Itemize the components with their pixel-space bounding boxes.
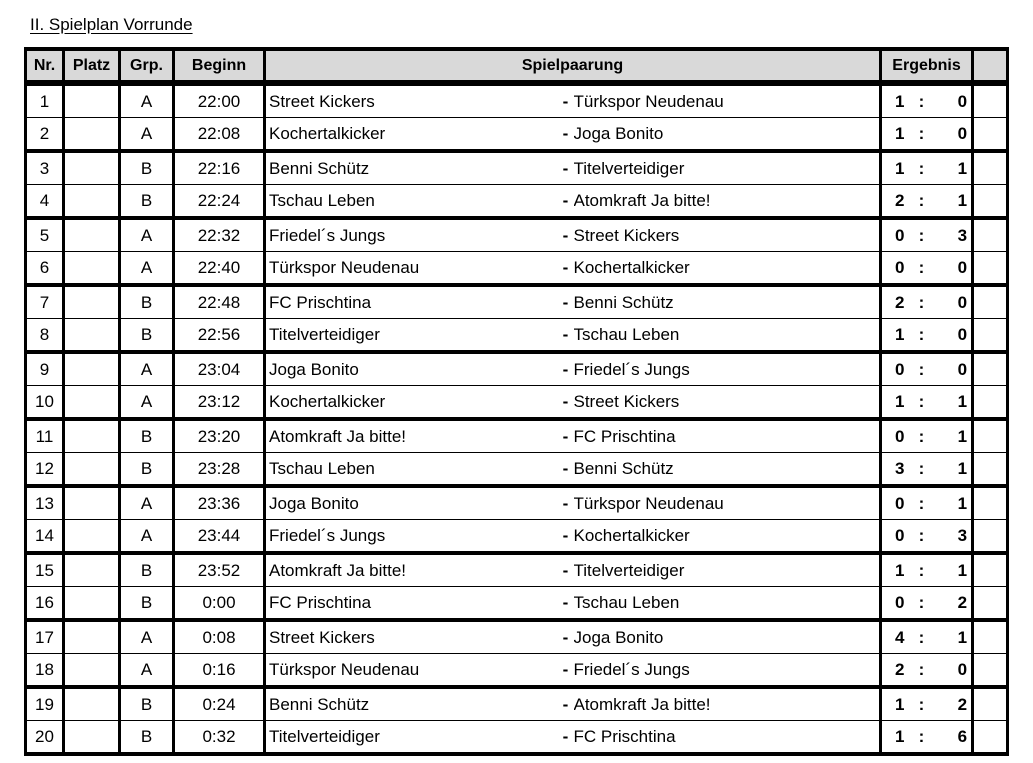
- away-team: Joga Bonito: [574, 118, 881, 152]
- score-colon: :: [907, 185, 937, 219]
- home-score: 2: [881, 185, 907, 219]
- away-score: 1: [937, 386, 973, 420]
- away-score: 6: [937, 721, 973, 755]
- match-group: A: [120, 118, 174, 152]
- home-score: 1: [881, 721, 907, 755]
- match-platz: [64, 252, 120, 286]
- match-nr: 16: [26, 587, 64, 621]
- match-separator: -: [558, 218, 574, 252]
- match-separator: -: [558, 654, 574, 688]
- away-team: Titelverteidiger: [574, 553, 881, 587]
- match-beginn: 23:20: [174, 419, 265, 453]
- match-beginn: 0:00: [174, 587, 265, 621]
- match-platz: [64, 553, 120, 587]
- match-group: B: [120, 587, 174, 621]
- match-platz: [64, 620, 120, 654]
- home-score: 0: [881, 520, 907, 554]
- extra-cell: [973, 285, 1008, 319]
- match-separator: -: [558, 587, 574, 621]
- home-score: 2: [881, 654, 907, 688]
- match-nr: 18: [26, 654, 64, 688]
- home-score: 0: [881, 486, 907, 520]
- match-platz: [64, 352, 120, 386]
- away-team: Titelverteidiger: [574, 151, 881, 185]
- table-row: [26, 252, 1008, 286]
- home-team: Kochertalkicker: [265, 118, 558, 152]
- away-score: 1: [937, 620, 973, 654]
- extra-cell: [973, 252, 1008, 286]
- home-score: 1: [881, 319, 907, 353]
- home-score: 1: [881, 687, 907, 721]
- score-colon: :: [907, 687, 937, 721]
- match-nr: 20: [26, 721, 64, 755]
- match-separator: -: [558, 185, 574, 219]
- match-platz: [64, 486, 120, 520]
- match-nr: 1: [26, 83, 64, 118]
- match-group: A: [120, 352, 174, 386]
- away-team: FC Prischtina: [574, 721, 881, 755]
- home-score: 0: [881, 352, 907, 386]
- match-beginn: 22:40: [174, 252, 265, 286]
- match-separator: -: [558, 83, 574, 118]
- extra-cell: [973, 587, 1008, 621]
- away-score: 0: [937, 252, 973, 286]
- match-group: B: [120, 721, 174, 755]
- extra-cell: [973, 620, 1008, 654]
- score-colon: :: [907, 218, 937, 252]
- extra-cell: [973, 654, 1008, 688]
- home-team: Türkspor Neudenau: [265, 252, 558, 286]
- match-nr: 10: [26, 386, 64, 420]
- match-beginn: 0:16: [174, 654, 265, 688]
- match-nr: 6: [26, 252, 64, 286]
- extra-cell: [973, 386, 1008, 420]
- table-row: [26, 319, 1008, 353]
- score-colon: :: [907, 419, 937, 453]
- match-nr: 7: [26, 285, 64, 319]
- away-team: Street Kickers: [574, 218, 881, 252]
- match-nr: 5: [26, 218, 64, 252]
- extra-cell: [973, 151, 1008, 185]
- away-score: 1: [937, 453, 973, 487]
- match-beginn: 23:36: [174, 486, 265, 520]
- home-score: 1: [881, 553, 907, 587]
- extra-cell: [973, 553, 1008, 587]
- home-team: Friedel´s Jungs: [265, 218, 558, 252]
- match-group: B: [120, 419, 174, 453]
- match-separator: -: [558, 553, 574, 587]
- match-group: B: [120, 553, 174, 587]
- score-colon: :: [907, 721, 937, 755]
- home-score: 3: [881, 453, 907, 487]
- match-beginn: 22:24: [174, 185, 265, 219]
- table-row: [26, 83, 1008, 118]
- away-score: 0: [937, 83, 973, 118]
- match-group: B: [120, 285, 174, 319]
- away-score: 0: [937, 352, 973, 386]
- away-score: 0: [937, 285, 973, 319]
- home-team: Titelverteidiger: [265, 721, 558, 755]
- away-team: Street Kickers: [574, 386, 881, 420]
- extra-cell: [973, 486, 1008, 520]
- match-separator: -: [558, 386, 574, 420]
- header-spielpaarung: Spielpaarung: [265, 49, 881, 83]
- home-team: Kochertalkicker: [265, 386, 558, 420]
- header-row: [26, 49, 1008, 83]
- home-score: 1: [881, 118, 907, 152]
- extra-cell: [973, 453, 1008, 487]
- table-row: [26, 453, 1008, 487]
- score-colon: :: [907, 285, 937, 319]
- match-platz: [64, 151, 120, 185]
- match-group: A: [120, 252, 174, 286]
- away-team: Tschau Leben: [574, 319, 881, 353]
- match-separator: -: [558, 687, 574, 721]
- header-extra: [973, 49, 1008, 83]
- extra-cell: [973, 83, 1008, 118]
- away-team: Joga Bonito: [574, 620, 881, 654]
- match-group: A: [120, 386, 174, 420]
- home-team: Street Kickers: [265, 620, 558, 654]
- match-nr: 19: [26, 687, 64, 721]
- away-team: Kochertalkicker: [574, 252, 881, 286]
- table-row: [26, 218, 1008, 252]
- match-group: A: [120, 486, 174, 520]
- match-beginn: 23:28: [174, 453, 265, 487]
- score-colon: :: [907, 151, 937, 185]
- score-colon: :: [907, 654, 937, 688]
- match-beginn: 23:04: [174, 352, 265, 386]
- home-score: 1: [881, 386, 907, 420]
- match-nr: 12: [26, 453, 64, 487]
- home-team: Atomkraft Ja bitte!: [265, 419, 558, 453]
- score-colon: :: [907, 252, 937, 286]
- match-separator: -: [558, 520, 574, 554]
- match-separator: -: [558, 319, 574, 353]
- score-colon: :: [907, 319, 937, 353]
- match-platz: [64, 687, 120, 721]
- home-team: Joga Bonito: [265, 352, 558, 386]
- away-score: 1: [937, 151, 973, 185]
- score-colon: :: [907, 352, 937, 386]
- home-team: Atomkraft Ja bitte!: [265, 553, 558, 587]
- match-beginn: 0:24: [174, 687, 265, 721]
- match-separator: -: [558, 352, 574, 386]
- match-separator: -: [558, 453, 574, 487]
- match-nr: 4: [26, 185, 64, 219]
- home-score: 2: [881, 285, 907, 319]
- away-team: Türkspor Neudenau: [574, 83, 881, 118]
- match-separator: -: [558, 486, 574, 520]
- match-group: B: [120, 687, 174, 721]
- match-beginn: 0:32: [174, 721, 265, 755]
- page-title: II. Spielplan Vorrunde: [30, 15, 193, 34]
- extra-cell: [973, 520, 1008, 554]
- table-row: [26, 654, 1008, 688]
- match-beginn: 22:08: [174, 118, 265, 152]
- table-row: [26, 486, 1008, 520]
- match-platz: [64, 83, 120, 118]
- away-score: 1: [937, 486, 973, 520]
- match-group: A: [120, 83, 174, 118]
- score-colon: :: [907, 520, 937, 554]
- extra-cell: [973, 687, 1008, 721]
- header-ergebnis: Ergebnis: [881, 49, 973, 83]
- home-score: 1: [881, 151, 907, 185]
- score-colon: :: [907, 553, 937, 587]
- match-separator: -: [558, 151, 574, 185]
- score-colon: :: [907, 386, 937, 420]
- match-platz: [64, 118, 120, 152]
- away-score: 1: [937, 553, 973, 587]
- home-score: 0: [881, 587, 907, 621]
- match-separator: -: [558, 620, 574, 654]
- away-score: 0: [937, 118, 973, 152]
- home-team: Street Kickers: [265, 83, 558, 118]
- match-group: B: [120, 453, 174, 487]
- match-group: A: [120, 654, 174, 688]
- match-beginn: 23:44: [174, 520, 265, 554]
- away-score: 0: [937, 319, 973, 353]
- match-nr: 14: [26, 520, 64, 554]
- score-colon: :: [907, 620, 937, 654]
- score-colon: :: [907, 486, 937, 520]
- match-group: A: [120, 620, 174, 654]
- table-row: [26, 285, 1008, 319]
- match-platz: [64, 218, 120, 252]
- table-row: [26, 386, 1008, 420]
- match-group: B: [120, 185, 174, 219]
- match-platz: [64, 520, 120, 554]
- away-team: Atomkraft Ja bitte!: [574, 185, 881, 219]
- score-colon: :: [907, 453, 937, 487]
- match-platz: [64, 285, 120, 319]
- table-row: [26, 587, 1008, 621]
- extra-cell: [973, 352, 1008, 386]
- header-grp: Grp.: [120, 49, 174, 83]
- away-score: 2: [937, 687, 973, 721]
- schedule-table: [24, 47, 1009, 756]
- table-row: [26, 185, 1008, 219]
- home-score: 1: [881, 83, 907, 118]
- match-beginn: 22:16: [174, 151, 265, 185]
- match-group: A: [120, 218, 174, 252]
- table-row: [26, 553, 1008, 587]
- away-team: Benni Schütz: [574, 285, 881, 319]
- match-platz: [64, 453, 120, 487]
- home-team: Friedel´s Jungs: [265, 520, 558, 554]
- match-beginn: 22:48: [174, 285, 265, 319]
- match-platz: [64, 185, 120, 219]
- home-team: Tschau Leben: [265, 185, 558, 219]
- away-score: 3: [937, 520, 973, 554]
- away-team: Atomkraft Ja bitte!: [574, 687, 881, 721]
- home-score: 0: [881, 252, 907, 286]
- match-platz: [64, 654, 120, 688]
- match-nr: 13: [26, 486, 64, 520]
- table-row: [26, 352, 1008, 386]
- score-colon: :: [907, 83, 937, 118]
- table-row: [26, 620, 1008, 654]
- match-separator: -: [558, 252, 574, 286]
- away-team: Benni Schütz: [574, 453, 881, 487]
- away-score: 2: [937, 587, 973, 621]
- match-separator: -: [558, 721, 574, 755]
- match-nr: 11: [26, 419, 64, 453]
- away-score: 0: [937, 654, 973, 688]
- extra-cell: [973, 419, 1008, 453]
- match-beginn: 22:56: [174, 319, 265, 353]
- table-row: [26, 419, 1008, 453]
- away-team: Türkspor Neudenau: [574, 486, 881, 520]
- match-nr: 17: [26, 620, 64, 654]
- match-separator: -: [558, 285, 574, 319]
- extra-cell: [973, 319, 1008, 353]
- match-nr: 15: [26, 553, 64, 587]
- extra-cell: [973, 118, 1008, 152]
- away-team: Friedel´s Jungs: [574, 352, 881, 386]
- away-team: Kochertalkicker: [574, 520, 881, 554]
- header-beginn: Beginn: [174, 49, 265, 83]
- extra-cell: [973, 218, 1008, 252]
- home-team: Tschau Leben: [265, 453, 558, 487]
- table-row: [26, 721, 1008, 755]
- match-beginn: 23:52: [174, 553, 265, 587]
- match-nr: 3: [26, 151, 64, 185]
- away-score: 1: [937, 419, 973, 453]
- match-beginn: 22:00: [174, 83, 265, 118]
- away-team: FC Prischtina: [574, 419, 881, 453]
- match-platz: [64, 386, 120, 420]
- home-team: Joga Bonito: [265, 486, 558, 520]
- home-team: Benni Schütz: [265, 151, 558, 185]
- table-row: [26, 151, 1008, 185]
- match-separator: -: [558, 419, 574, 453]
- match-group: B: [120, 151, 174, 185]
- away-team: Friedel´s Jungs: [574, 654, 881, 688]
- match-platz: [64, 721, 120, 755]
- extra-cell: [973, 185, 1008, 219]
- match-separator: -: [558, 118, 574, 152]
- schedule-body: [26, 83, 1008, 754]
- home-team: Benni Schütz: [265, 687, 558, 721]
- away-team: Tschau Leben: [574, 587, 881, 621]
- extra-cell: [973, 721, 1008, 755]
- score-colon: :: [907, 587, 937, 621]
- match-nr: 9: [26, 352, 64, 386]
- header-platz: Platz: [64, 49, 120, 83]
- home-team: FC Prischtina: [265, 285, 558, 319]
- home-team: Titelverteidiger: [265, 319, 558, 353]
- table-row: [26, 118, 1008, 152]
- match-beginn: 22:32: [174, 218, 265, 252]
- home-score: 4: [881, 620, 907, 654]
- table-row: [26, 520, 1008, 554]
- match-nr: 8: [26, 319, 64, 353]
- away-score: 3: [937, 218, 973, 252]
- table-row: [26, 687, 1008, 721]
- match-group: B: [120, 319, 174, 353]
- home-score: 0: [881, 419, 907, 453]
- match-beginn: 23:12: [174, 386, 265, 420]
- match-platz: [64, 419, 120, 453]
- match-nr: 2: [26, 118, 64, 152]
- score-colon: :: [907, 118, 937, 152]
- home-team: FC Prischtina: [265, 587, 558, 621]
- away-score: 1: [937, 185, 973, 219]
- header-nr: Nr.: [26, 49, 64, 83]
- match-beginn: 0:08: [174, 620, 265, 654]
- match-platz: [64, 587, 120, 621]
- match-platz: [64, 319, 120, 353]
- home-score: 0: [881, 218, 907, 252]
- match-group: A: [120, 520, 174, 554]
- home-team: Türkspor Neudenau: [265, 654, 558, 688]
